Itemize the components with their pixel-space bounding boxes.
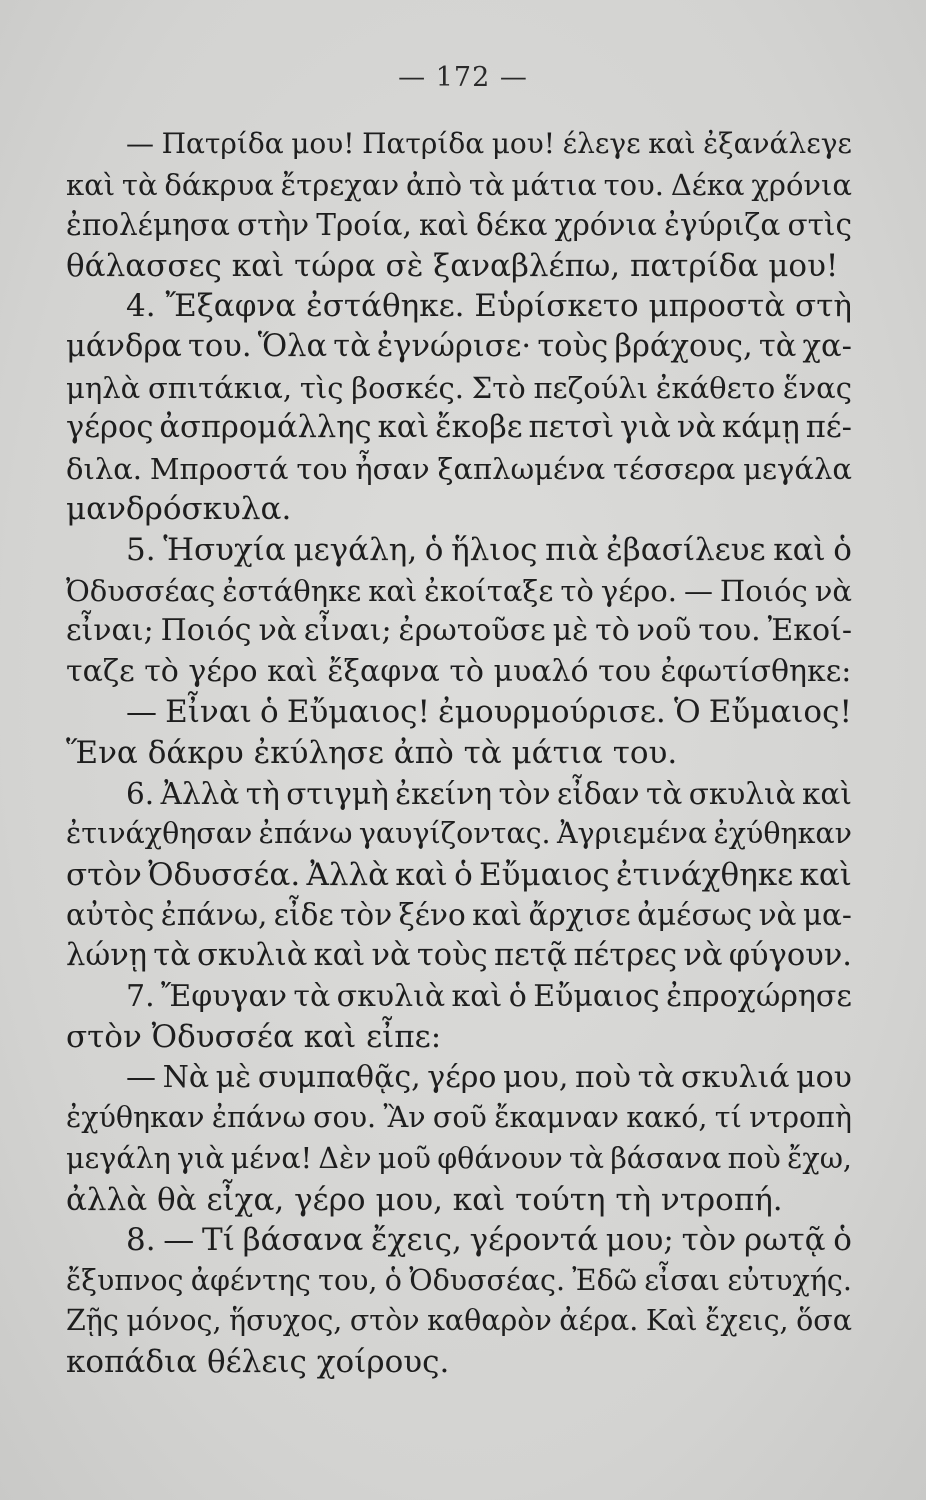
page-number: — 172 — xyxy=(398,62,528,93)
text-line: 5. Ἡσυχία μεγάλη, ὁ ἥλιος πιὰ ἐβασίλευε καὶ ὁ xyxy=(126,532,852,568)
text-line: Ὀδυσσέας ἐστάθηκε καὶ ἐκοίταξε τὸ γέρο. — Ποιός νὰ xyxy=(66,573,852,608)
text-line: ἔξυπνος ἀφέντης του, ὁ Ὀδυσσέας. Ἐδῶ εἶσαι εὐτυχής. xyxy=(66,1263,852,1297)
text-line: — Νὰ μὲ συμπαθᾷς, γέρο μου, ποὺ τὰ σκυλιά μου xyxy=(126,1059,852,1095)
text-line: ἀλλὰ θὰ εἶχα, γέρο μου, καὶ τούτη τὴ ντροπή. xyxy=(66,1181,783,1218)
text-line: — Εἶναι ὁ Εὔμαιος! ἐμουρμούρισε. Ὁ Εὔμαιος! xyxy=(126,694,852,731)
text-line: καὶ τὰ δάκρυα ἔτρεχαν ἀπὸ τὰ μάτια του. Δέκα χρόνια xyxy=(66,167,852,202)
text-line: θάλασσες καὶ τώρα σὲ ξαναβλέπω, πατρίδα μου! xyxy=(66,247,839,284)
text-line: διλα. Μπροστά του ἦσαν ξαπλωμένα τέσσερα μεγάλα xyxy=(66,451,852,486)
text-line: εἶναι; Ποιός νὰ εἶναι; ἐρωτοῦσε μὲ τὸ νοῦ του. Ἐκοί- xyxy=(66,613,852,649)
text-line: — Πατρίδα μου! Πατρίδα μου! έλεγε καὶ ἐξανάλεγε xyxy=(126,127,852,160)
text-line: γέρος ἀσπρομάλλης καὶ ἔκοβε πετσὶ γιὰ νὰ κάμῃ πέ- xyxy=(66,410,852,446)
text-line: μεγάλη γιὰ μένα! Δὲν μοῦ φθάνουν τὰ βάσανα ποὺ ἔχω, xyxy=(66,1142,852,1175)
text-line: ταζε τὸ γέρο καὶ ἔξαφνα τὸ μυαλό του ἐφωτίσθηκε: xyxy=(66,653,852,689)
text-line: Ἕνα δάκρυ ἐκύλησε ἀπὸ τὰ μάτια του. xyxy=(66,735,678,771)
text-line: μανδρόσκυλα. xyxy=(66,491,292,528)
text-line: στὸν Ὀδυσσέα. Ἀλλὰ καὶ ὁ Εὔμαιος ἐτινάχθηκε καὶ xyxy=(66,856,852,893)
text-line: Ζῇς μόνος, ἥσυχος, στὸν καθαρὸν ἀέρα. Καὶ ἔχεις, ὅσα xyxy=(66,1304,852,1338)
text-line: μηλὰ σπιτάκια, τὶς βοσκές. Στὸ πεζούλι ἐκάθετο ἕνας xyxy=(66,370,852,405)
text-line: μάνδρα του. Ὅλα τὰ ἐγνώρισε· τοὺς βράχους, τὰ χα- xyxy=(66,329,852,364)
text-line: στὸν Ὀδυσσέα καὶ εἶπε: xyxy=(66,1019,442,1056)
text-line: ἐτινάχθησαν ἐπάνω γαυγίζοντας. Ἀγριεμένα ἐχύθηκαν xyxy=(66,817,852,851)
text-line: κοπάδια θέλεις χοίρους. xyxy=(66,1344,450,1380)
text-line: αὐτὸς ἐπάνω, εἶδε τὸν ξένο καὶ ἄρχισε ἀμέσως νὰ μα- xyxy=(66,898,852,933)
text-line: λώνῃ τὰ σκυλιὰ καὶ νὰ τοὺς πετᾷ πέτρες νὰ φύγουν. xyxy=(66,938,852,973)
text-line: 6. Ἀλλὰ τὴ στιγμὴ ἐκείνη τὸν εἶδαν τὰ σκυλιὰ καὶ xyxy=(126,776,852,811)
text-line: 8. — Τί βάσανα ἔχεις, γέροντά μου; τὸν ρωτᾷ ὁ xyxy=(126,1222,852,1259)
text-line: ἐχύθηκαν ἐπάνω σου. Ἂν σοῦ ἔκαμναν κακό, τί ντροπὴ xyxy=(66,1101,852,1135)
text-line: ἐπολέμησα στὴν Τροία, καὶ δέκα χρόνια ἐγύριζα στὶς xyxy=(66,208,852,243)
text-line: 4. Ἔξαφνα ἐστάθηκε. Εὑρίσκετο μπροστὰ στὴ xyxy=(126,288,852,325)
text-line: 7. Ἔφυγαν τὰ σκυλιὰ καὶ ὁ Εὔμαιος ἐπροχώρησε xyxy=(126,978,852,1014)
